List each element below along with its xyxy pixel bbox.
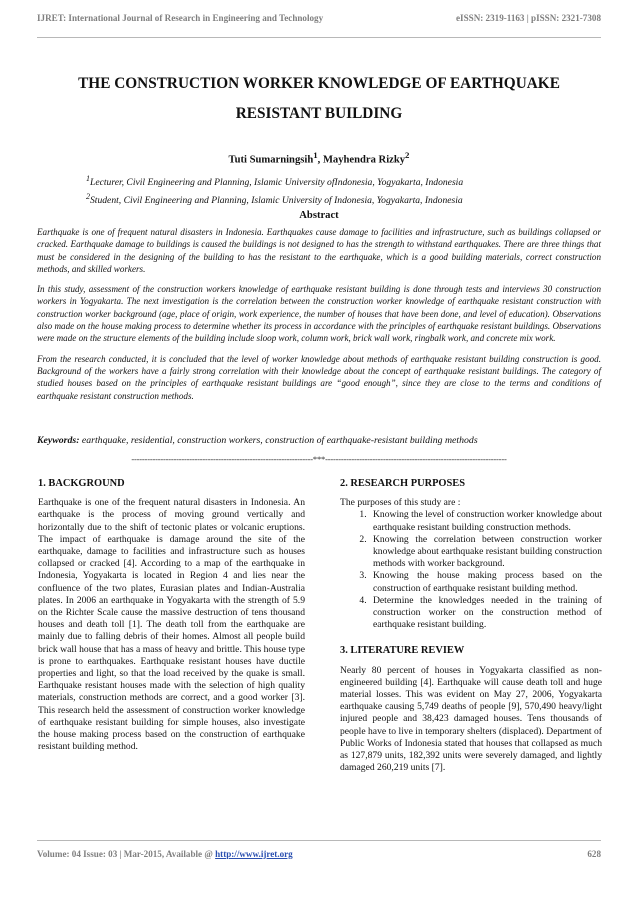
keywords: [37, 435, 601, 446]
header-divider: [37, 37, 601, 38]
author-2: Mayhendra Rizky: [322, 154, 406, 166]
affiliation-1: [86, 172, 578, 190]
affiliation-1-sup: 1: [86, 174, 90, 183]
affiliation-2-text: Student, Civil Engineering and Planning, Islamic University of Indonesia, Yogyakarta, Indonesia: [90, 195, 463, 207]
running-header: [37, 13, 601, 33]
author-1: Tuti Sumarningsih: [228, 154, 314, 166]
left-column: [38, 478, 305, 753]
keywords-label: Keywords:: [37, 435, 80, 446]
literature-body: Nearly 80 percent of houses in Yogyakarta classified as non-engineered building [4]. Earthquake will cause death toll and huge material losses. This was evident on May 27, 2006, Yogyakarta earthquake causing 5,749 deaths of people [9], 570,490 heavy/light injured people and 38,423 damaged houses. Tens thousands of people have to live in temporary shelters (displaced). Department of Public Works of Indonesia stated that houses that collapsed as much as 127,879 units, 182,392 units were severely damaged, and lightly damaged 260,219 units [7].: [340, 664, 602, 774]
purposes-intro: The purposes of this study are :: [340, 497, 461, 509]
title-line-2: RESISTANT BUILDING: [235, 105, 403, 122]
issn: eISSN: 2319-1163 | pISSN: 2321-7308: [456, 13, 601, 23]
purpose-item-2: 2. Knowing the correlation between construction worker knowledge about earthquake resistant building construction methods with worker background.: [369, 534, 602, 571]
affiliation-1-text: Lecturer, Civil Engineering and Planning, Islamic University ofIndonesia, Yogyakarta, Indonesia: [90, 177, 464, 189]
abstract-paragraph-3: From the research conducted, it is concluded that the level of worker knowledge about methods of earthquake resistant building construction is good. Background of the workers have a fairly strong correlation with their knowledge about the concept of earthquake resistant buildings. The category of studied houses based on the principles of earthquake resistant buildings are “good enough”, since they are close to the terms and conditions of earthquake resistant construction methods.: [37, 353, 601, 401]
keywords-text: earthquake, residential, construction workers, construction of earthquake-resistant building methods: [79, 435, 478, 446]
paper-title: [38, 69, 600, 129]
author-separator: ,: [317, 154, 323, 166]
abstract-paragraph-2: In this study, assessment of the construction workers knowledge of earthquake resistant building is done through tests and interviews 30 construction workers in Yogyakarta. The next investigation is the correlation between the construction worker knowledge of earthquake resistant construction with construction worker background (age, place of origin, work experience, the number of houses that have been done, and level of education). Observations also made on the house making process to determine whether its process in accordance with the principles of earthquake resistant buildings. Observations were made on the structure elements of the building include sloop work, column work, brick wall work, ringbalk work, and concrete mix work.: [37, 284, 601, 344]
affiliation-2-sup: 2: [86, 192, 90, 202]
section-separator: ---------------------------------------------------------------------***---------------------------------------------------------------------: [131, 454, 507, 464]
journal-name: IJRET: International Journal of Research in Engineering and Technology: [37, 13, 324, 23]
purpose-item-3: 3. Knowing the house making process based on the construction of earthquake resistant building method.: [369, 570, 602, 594]
background-body: Earthquake is one of the frequent natural disasters in Indonesia. An earthquake is the process of moving ground vertically and horizontally due to the shift of tectonic plates or volcanic eruptions. The impact of earthquake is damage around the site of the earthquake, damage to facilities and infrastructure such as houses collapsed or cracked [4]. According to a map of the earthquake in Indonesia, Yogyakarta is located in Region 4 and lies near the confluence of the two plates, Eurasian plates and Indian-Australia plates. In 2006 an earthquake in Yogyakarta with the strength of 5.9 on the Richter Scale cause the massive destruction of tens thousand houses and death toll [1]. The death toll from the earthquake are mainly due to falling debris of their homes. Almost all people build brick wall house that has a mass of heavy and brittle. This house type is prone to earthquakes. Earthquake resistant houses have ductile properties and light, so that the load received by the quake is small. Earthquake resistant houses made with the selection of high quality materials, construction methods are correct, and a good worker [3]. This research held the assessment of construction worker knowledge of earthquake resistant building for simple houses, also investigate the house making process based on the construction of earthquake resistant building method.: [38, 497, 305, 753]
right-column: [340, 478, 602, 774]
abstract-body: [37, 226, 601, 410]
footer-divider: [37, 840, 601, 841]
purposes-list: [340, 509, 602, 631]
purposes-heading: 2. RESEARCH PURPOSES: [340, 478, 465, 489]
page-number: 628: [587, 849, 601, 859]
footer-volume-text: Volume: 04 Issue: 03 | Mar-2015, Available @: [37, 849, 216, 859]
purpose-item-1: 1. Knowing the level of construction worker knowledge about earthquake resistant building construction methods.: [369, 509, 602, 533]
abstract-heading: Abstract: [299, 210, 339, 221]
title-line-1: THE CONSTRUCTION WORKER KNOWLEDGE OF EARTHQUAKE: [78, 75, 560, 92]
footer: [37, 849, 601, 859]
background-heading: 1. BACKGROUND: [38, 478, 125, 489]
literature-heading: 3. LITERATURE REVIEW: [340, 645, 465, 657]
abstract-paragraph-1: Earthquake is one of frequent natural disasters in Indonesia. Earthquakes cause damage to facilities and infrastructure, such as buildings collapsed or cracked. Earthquake damage to buildings is caused the buildings is not designed to has the strength to withstand earthquakes. There are three things that must be considered in the designing of the building to has the resistant to the earthquake, which is a good building materials, correct construction methods, and skilled workers.: [37, 227, 601, 274]
affiliation-2: [86, 190, 578, 208]
author-2-sup: 2: [405, 150, 410, 160]
authors: [38, 150, 600, 166]
purpose-item-4: 4. Determine the knowledges needed in the training of construction worker on the construction method of earthquake resistant building.: [369, 595, 602, 632]
journal-link[interactable]: http://www.ijret.org: [215, 849, 293, 859]
author-1-sup: 1: [313, 150, 318, 160]
footer-volume: [37, 849, 293, 859]
affiliations: [86, 172, 578, 208]
